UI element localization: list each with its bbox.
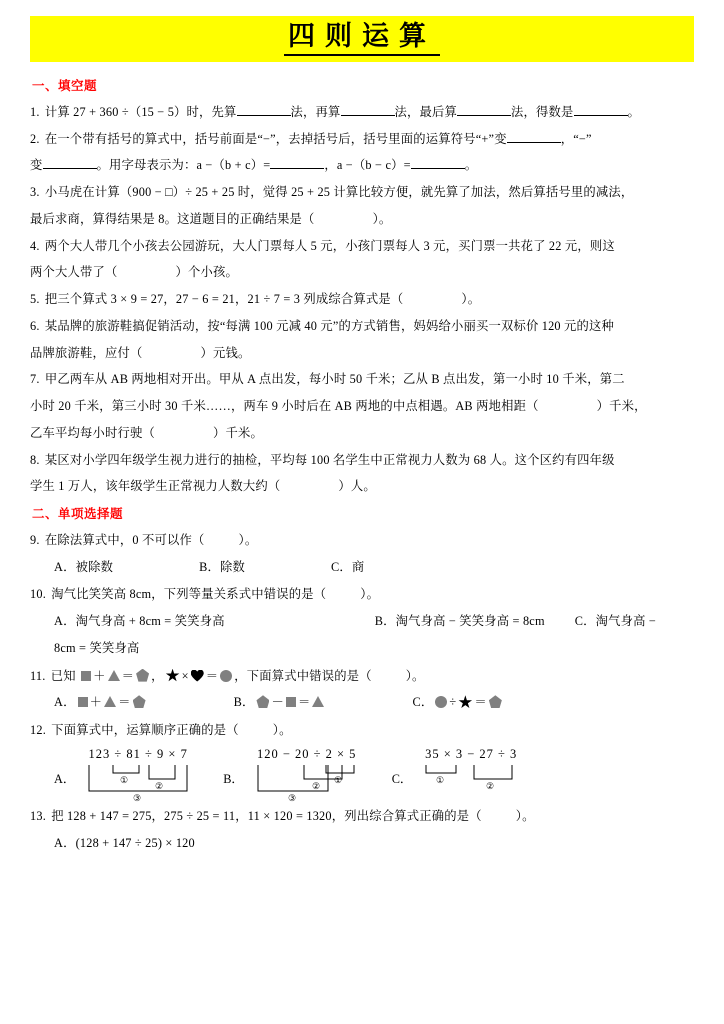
question-8 <box>30 449 694 472</box>
option-c-label: C． <box>412 695 434 710</box>
question-12 <box>30 719 694 742</box>
section-heading-choice: 二、单项选择题 <box>32 507 124 522</box>
section-heading-fill: 一、填空题 <box>32 79 98 93</box>
gray-circle-icon <box>220 670 232 682</box>
question-10-text-b: ）。 <box>360 587 380 602</box>
gray-triangle-icon <box>312 696 324 707</box>
svg-text:②: ② <box>155 781 164 792</box>
svg-text:②: ② <box>486 781 495 792</box>
question-11-text-d: ）。 <box>405 668 425 683</box>
question-11: 11. 已知 ＋ ＝ ， × ＝ ，下面算式中错误的是（ ）。 <box>30 668 425 683</box>
question-8-text-a: 某区对小学四年级学生视力进行的抽检，平均每 100 名学生中正常视力人数为 68 人。这个区约有四年级 <box>44 452 615 467</box>
question-5-text-b: ）。 <box>461 292 481 307</box>
option-b-expression: 120 − 20 ÷ 2 × 5 <box>256 747 357 762</box>
question-4-cont <box>30 261 694 284</box>
question-3-cont <box>30 208 694 231</box>
svg-text:①: ① <box>120 775 129 786</box>
question-3-text-a: 小马虎在计算（900 − □）÷ 25 + 25 时，觉得 25 + 25 计算比较方便，就先算了加法，然后算括号里的减法， <box>44 185 634 200</box>
black-heart-icon <box>191 670 204 682</box>
question-7-cont-2 <box>30 422 694 445</box>
option-a[interactable] <box>54 747 197 803</box>
question-9-text-b: ）。 <box>238 533 258 548</box>
question-6-cont <box>30 342 694 365</box>
question-5-number: 5. <box>30 292 40 307</box>
option-c[interactable] <box>392 747 527 803</box>
option-a-label: A． <box>54 772 76 787</box>
page-title: 四则运算 <box>284 22 440 56</box>
answer-blank[interactable] <box>411 157 465 169</box>
option-b[interactable]: B． － ＝ <box>234 691 327 714</box>
gray-pentagon-icon <box>256 695 269 708</box>
svg-text:①: ① <box>436 775 445 786</box>
question-2 <box>30 128 694 151</box>
question-10-number: 10. <box>30 587 46 602</box>
question-11-text-b: ， <box>151 668 164 683</box>
question-6-text-b: 品牌旅游鞋，应付（ <box>30 345 143 360</box>
question-12-text-a: 下面算式中，运算顺序正确的是（ <box>51 722 239 737</box>
answer-blank[interactable] <box>507 131 561 143</box>
option-c-cont[interactable]: 8cm = 笑笑身高 <box>54 641 140 656</box>
question-9-text-a: 在除法算式中，0 不可以作（ <box>44 533 205 548</box>
svg-text:③: ③ <box>287 793 296 804</box>
gray-triangle-icon <box>104 696 116 707</box>
option-a[interactable]: A．被除数 <box>54 559 114 574</box>
question-10-options-cont <box>54 637 694 660</box>
question-2-text-a: 在一个带有括号的算式中，括号前面是“−”，去掉括号后，括号里面的运算符号“+”变 <box>44 131 507 146</box>
svg-text:②: ② <box>311 781 320 792</box>
question-2-number: 2. <box>30 131 40 146</box>
question-2-text-e: ，a −（b − c）= <box>324 158 411 173</box>
option-c[interactable]: C．商 <box>330 559 365 574</box>
option-a[interactable]: A．淘气身高 + 8cm = 笑笑身高 <box>54 613 225 628</box>
gray-pentagon-icon <box>133 695 146 708</box>
answer-blank[interactable] <box>270 157 324 169</box>
option-b[interactable] <box>223 747 366 803</box>
question-9 <box>30 529 694 552</box>
option-c-order-diagram <box>416 763 526 803</box>
question-2-text-c: 变 <box>30 158 43 173</box>
question-1-text-e: 。 <box>627 105 641 119</box>
option-a[interactable]: A． ＋ ＝ <box>54 691 148 714</box>
question-1 <box>30 101 694 124</box>
question-3-text-c: ）。 <box>372 211 392 226</box>
question-2-text-b: ，“−” <box>560 131 592 146</box>
question-4-text-b: 两个大人带了（ <box>30 265 118 280</box>
question-7-cont-1 <box>30 395 694 418</box>
question-7 <box>30 368 694 391</box>
question-10 <box>30 583 694 606</box>
question-13-text-b: ）。 <box>515 809 535 824</box>
black-star-icon <box>166 669 180 683</box>
question-7-text-b: 小时 20 千米，第三小时 30 千米……，两车 9 小时后在 AB 两地的中点相遇。AB 两地相距（ <box>30 399 539 414</box>
option-b-label: B． <box>223 772 244 787</box>
question-1-text-b: 法，再算 <box>290 105 341 119</box>
svg-text:③: ③ <box>133 793 142 804</box>
gray-square-icon <box>78 697 88 707</box>
question-11-options <box>54 691 694 714</box>
question-5 <box>30 288 694 311</box>
option-b[interactable]: B．除数 <box>199 559 245 574</box>
question-12-text-b: ）。 <box>272 722 292 737</box>
black-star-icon <box>458 695 472 709</box>
gray-pentagon-icon <box>136 669 149 682</box>
question-11-text-c: ，下面算式中错误的是（ <box>234 668 372 683</box>
question-6-text-a: 某品牌的旅游鞋搞促销活动，按“每满 100 元减 40 元”的方式销售，妈妈给小丽买一双标价 120 元的这种 <box>44 318 615 333</box>
question-12-options <box>54 747 694 803</box>
question-13-text-a: 把 128 + 147 = 275，275 ÷ 25 = 11，11 × 120 = 1320，列出综合算式正确的是（ <box>51 809 482 824</box>
question-9-options <box>54 556 694 579</box>
answer-blank[interactable] <box>43 157 97 169</box>
question-4-text-a: 两个大人带几个小孩去公园游玩，大人门票每人 5 元，小孩门票每人 3 元，买门票一共花了 22 元，则这 <box>44 238 615 253</box>
option-a-order-diagram <box>79 763 197 803</box>
question-2-text-f: 。 <box>464 158 478 173</box>
question-7-text-e: ）千米。 <box>212 425 263 440</box>
question-8-text-b: 学生 1 万人，该年级学生正常视力人数大约（ <box>30 479 281 494</box>
question-9-number: 9. <box>30 533 40 548</box>
question-4 <box>30 235 694 258</box>
question-1-number: 1. <box>30 105 40 119</box>
question-6-text-c: ）元钱。 <box>200 345 251 360</box>
gray-triangle-icon <box>108 670 120 681</box>
question-8-text-c: ）人。 <box>338 479 376 494</box>
question-6-number: 6. <box>30 318 40 333</box>
question-4-number: 4. <box>30 238 40 253</box>
gray-square-icon <box>81 671 91 681</box>
question-7-text-c: ）千米， <box>596 399 647 414</box>
question-12-number: 12. <box>30 722 46 737</box>
question-7-number: 7. <box>30 372 40 387</box>
gray-pentagon-icon <box>489 695 502 708</box>
answer-blank[interactable] <box>574 104 628 116</box>
question-1-text-d: 法，得数是 <box>511 105 574 119</box>
option-c-label: C． <box>391 772 413 787</box>
option-b-label: B． <box>233 695 255 710</box>
title-banner <box>30 16 694 62</box>
question-8-cont <box>30 475 694 498</box>
option-a-expression: 123 ÷ 81 ÷ 9 × 7 <box>88 747 188 762</box>
question-7-text-d: 乙车平均每小时行驶（ <box>30 425 155 440</box>
question-8-number: 8. <box>30 452 40 467</box>
answer-blank[interactable] <box>237 104 291 116</box>
gray-square-icon <box>286 697 296 707</box>
option-c-expression: 35 × 3 − 27 ÷ 3 <box>425 747 518 762</box>
option-a[interactable]: A．(128 + 147 ÷ 25) × 120 <box>54 836 195 851</box>
question-10-options <box>54 610 694 633</box>
option-c[interactable]: C． ÷ ＝ <box>412 691 503 714</box>
question-2-text-d: 。用字母表示为：a −（b + c）= <box>96 158 271 173</box>
question-3-text-b: 最后求商，算得结果是 8。这道题目的正确结果是（ <box>30 211 315 226</box>
answer-blank[interactable] <box>457 104 511 116</box>
question-10-text-a: 淘气比笑笑高 8cm，下列等量关系式中错误的是（ <box>51 587 327 602</box>
question-6 <box>30 315 694 338</box>
option-b-order-diagram <box>248 763 366 803</box>
question-2-cont <box>30 154 694 177</box>
svg-text:①: ① <box>333 775 342 786</box>
question-4-text-c: ）个小孩。 <box>175 265 238 280</box>
question-11-number: 11. <box>30 668 46 683</box>
question-1-text-c: 法，最后算 <box>394 105 458 119</box>
question-7-text-a: 甲乙两车从 AB 两地相对开出。甲从 A 点出发，每小时 50 千米；乙从 B 点出发，第一小时 10 千米，第二 <box>44 372 625 387</box>
question-13-options <box>54 832 694 855</box>
question-3-number: 3. <box>30 185 40 200</box>
question-11-text-a: 已知 <box>50 668 76 683</box>
option-a-label: A． <box>54 695 76 710</box>
option-b[interactable]: B．淘气身高 − 笑笑身高 = 8cm <box>374 613 545 628</box>
gray-circle-icon <box>435 696 447 708</box>
question-13 <box>30 805 694 828</box>
option-c[interactable]: C．淘气身高 − <box>574 613 657 628</box>
answer-blank[interactable] <box>341 104 395 116</box>
question-1-text-a: 计算 27 + 360 ÷（15 − 5）时，先算 <box>44 105 237 119</box>
question-13-number: 13. <box>30 809 46 824</box>
question-3 <box>30 181 694 204</box>
question-5-text-a: 把三个算式 3 × 9 = 27，27 − 6 = 21，21 ÷ 7 = 3 列成综合算式是（ <box>44 292 404 307</box>
